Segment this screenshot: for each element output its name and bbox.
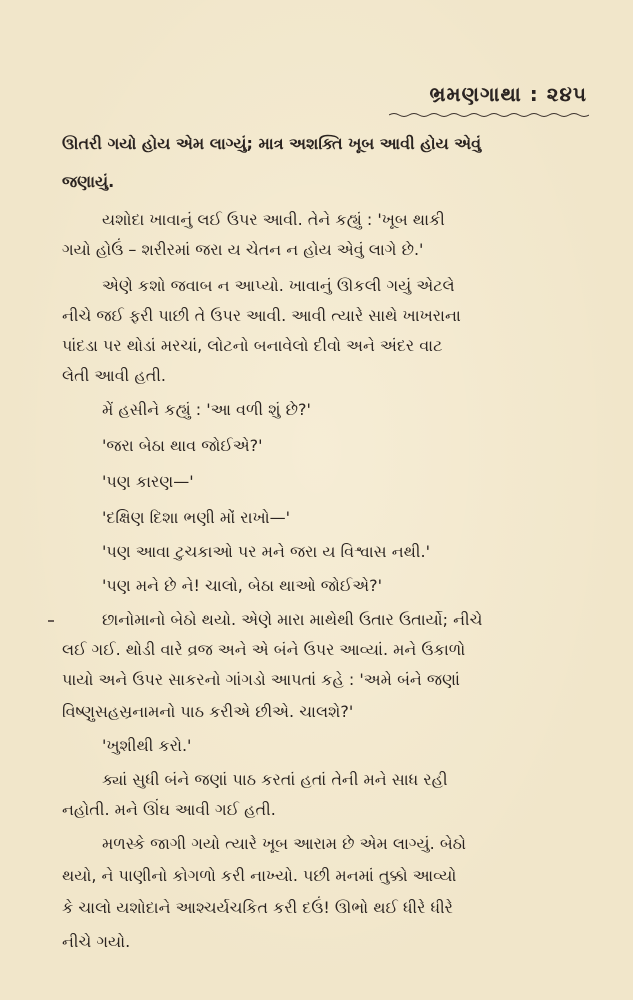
text-line: 'જરા બેઠા થાવ જોઈએ?' (102, 436, 263, 455)
text-line: કે ચાલો યશોદાને આશ્ચર્યચકિત કરી દઉં! ઊભો થઈ ધીરે ધીરે (62, 898, 453, 917)
text-line: લેતી આવી હતી. (62, 366, 166, 385)
text-line: 'પણ કારણ—' (102, 472, 194, 491)
running-header: ભ્રમણગાથા : ૨૪૫ (429, 82, 587, 106)
text-line: પાંદડા પર થોડાં મરચાં, લોટનો બનાવેલો દીવો અને અંદર વાટ (62, 336, 443, 355)
text-line: 'ખુશીથી કરો.' (102, 736, 192, 755)
text-line: ઊતરી ગયો હોય એમ લાગ્યું; માત્ર અશક્તિ ખૂબ આવી હોય એવું (62, 134, 482, 153)
text-line: 'પણ આવા ટુચકાઓ પર મને જરા ય વિશ્વાસ નથી.' (102, 542, 430, 561)
margin-mark (48, 620, 54, 622)
text-line: વિષ્ણુસહસ્રનામનો પાઠ કરીએ છીએ. ચાલશે?' (62, 702, 354, 721)
text-line: છાનોમાનો બેઠો થયો. એણે મારા માથેથી ઉતાર ઉતાર્યો; નીચે (102, 610, 483, 629)
text-line: થયો, ને પાણીનો કોગળો કરી નાખ્યો. પછી મનમાં તુક્કો આવ્યો (62, 866, 457, 885)
text-line: નહોતી. મને ઊંઘ આવી ગઈ હતી. (62, 800, 276, 819)
text-line: નીચે જઈ ફરી પાછી તે ઉપર આવી. આવી ત્યારે સાથે ખાખરાના (62, 306, 461, 325)
text-line: પાયો અને ઉપર સાકરનો ગાંગડો આપતાં કહે : 'અમે બંને જણાં (62, 670, 460, 689)
text-line: 'પણ મને છે ને! ચાલો, બેઠા થાઓ જોઈએ?' (102, 576, 383, 595)
text-line: ક્યાં સુધી બંને જણાં પાઠ કરતાં હતાં તેની મને સાધ રહી (102, 770, 448, 789)
header-underline (389, 112, 589, 118)
text-line: નીચે ગયો. (62, 932, 131, 951)
text-line: જણાયું. (62, 172, 115, 191)
text-line: મળસ્કે જાગી ગયો ત્યારે ખૂબ આરામ છે એમ લાગ્યું. બેઠો (102, 834, 466, 853)
text-line: યશોદા ખાવાનું લઈ ઉપર આવી. તેને કહ્યું : 'ખૂબ થાકી (102, 210, 445, 229)
text-line: એણે કશો જવાબ ન આપ્યો. ખાવાનું ઊકલી ગયું એટલે (102, 276, 455, 295)
text-line: મેં હસીને કહ્યું : 'આ વળી શું છે?' (102, 400, 311, 419)
text-line: લઈ ગઈ. થોડી વારે વ્રજ અને એ બંને ઉપર આવ્યાં. મને ઉકાળો (62, 640, 466, 659)
text-line: 'દક્ષિણ દિશા ભણી મોં રાખો—' (102, 508, 291, 527)
text-line: ગયો હોઉં – શરીરમાં જરા ય ચેતન ન હોય એવું લાગે છે.' (62, 240, 424, 259)
